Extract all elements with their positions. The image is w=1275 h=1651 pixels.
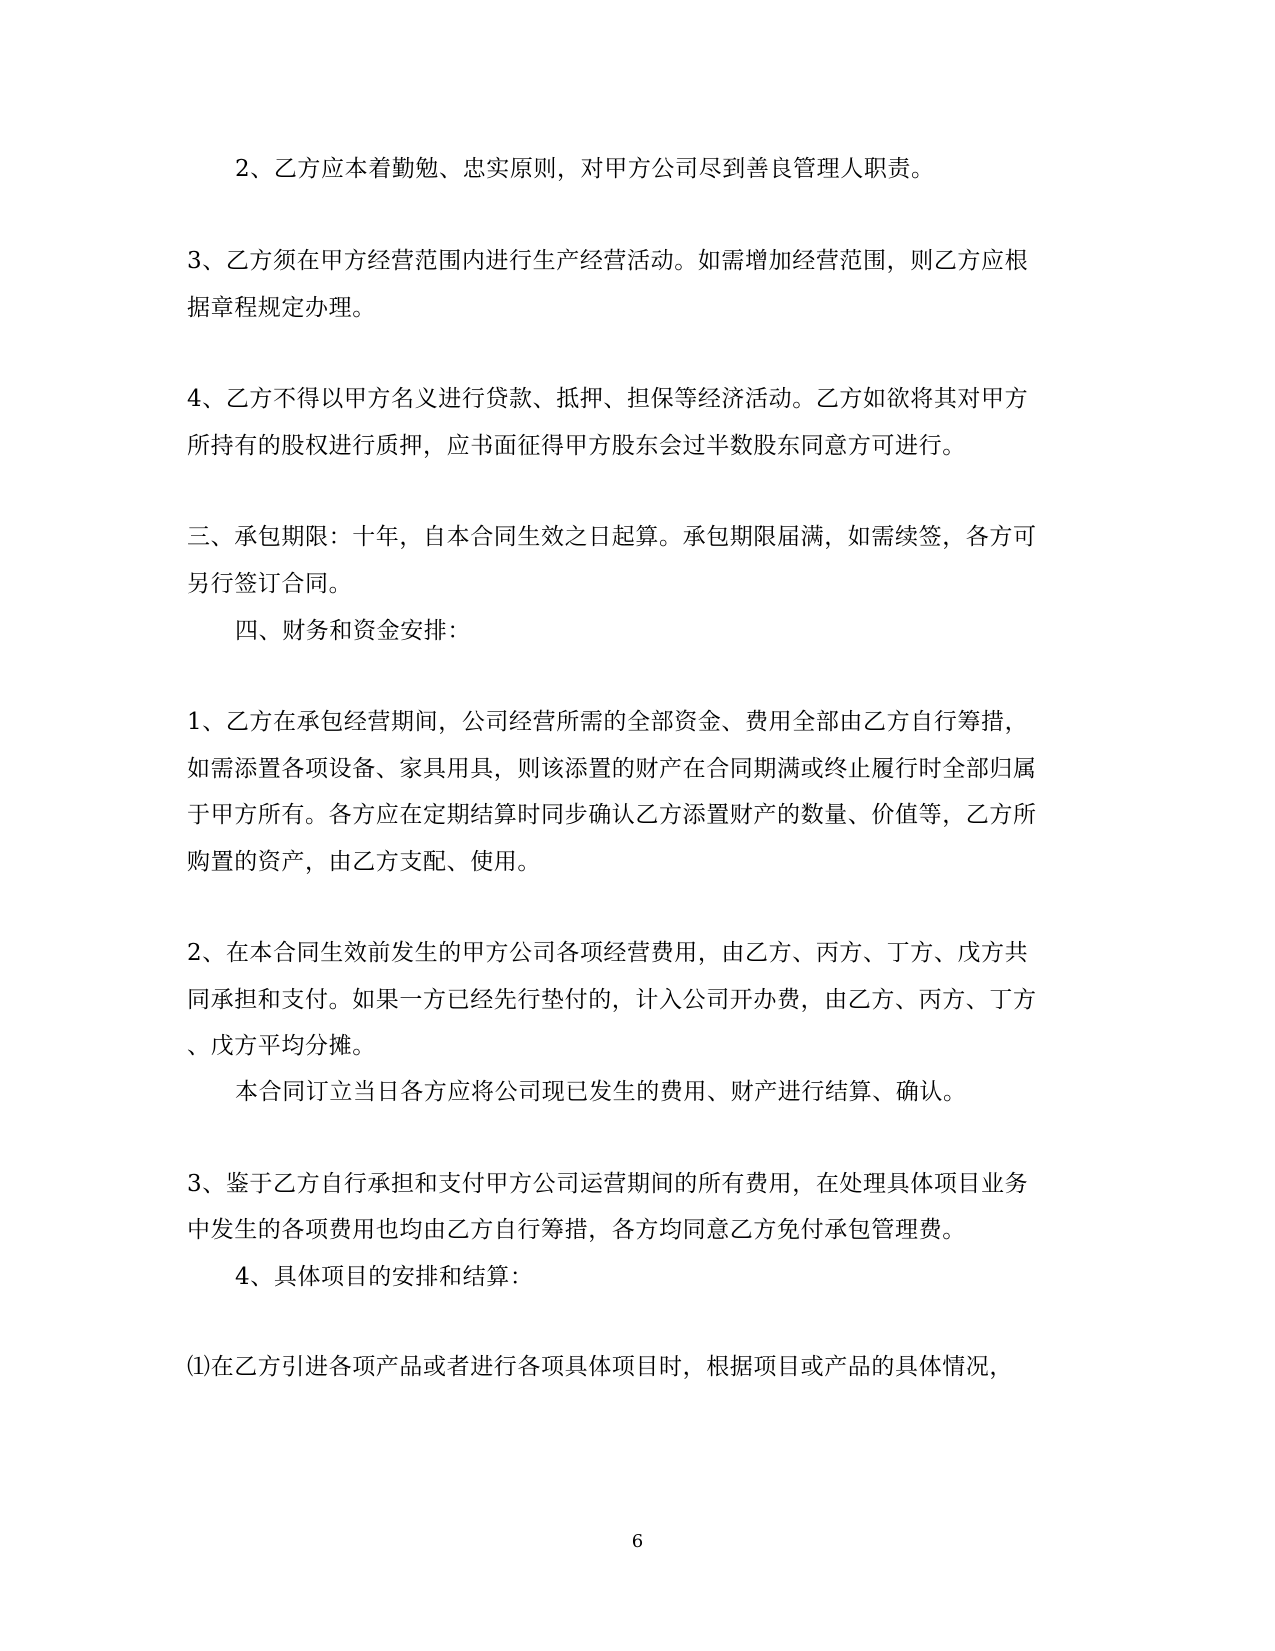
text-line: 、戊方平均分摊。 (187, 1033, 376, 1059)
text-line: 如需添置各项设备、家具用具，则该添置的财产在合同期满或终止履行时全部归属 (187, 756, 1037, 782)
text-line: 本合同订立当日各方应将公司现已发生的费用、财产进行结算、确认。 (235, 1079, 967, 1105)
text-line: 4、具体项目的安排和结算： (235, 1264, 534, 1290)
text-line: 1、乙方在承包经营期间，公司经营所需的全部资金、费用全部由乙方自行筹措， (187, 709, 1029, 735)
page-number: 6 (631, 1531, 644, 1552)
text-line: 中发生的各项费用也均由乙方自行筹措，各方均同意乙方免付承包管理费。 (187, 1217, 966, 1243)
text-line: 四、财务和资金安排： (235, 618, 471, 644)
text-line: 另行签订合同。 (187, 571, 353, 597)
text-line: ⑴在乙方引进各项产品或者进行各项具体项目时，根据项目或产品的具体情况， (187, 1354, 1013, 1380)
text-line: 购置的资产，由乙方支配、使用。 (187, 849, 541, 875)
text-line: 3、乙方须在甲方经营范围内进行生产经营活动。如需增加经营范围，则乙方应根 (187, 248, 1029, 274)
text-line: 3、鉴于乙方自行承担和支付甲方公司运营期间的所有费用，在处理具体项目业务 (187, 1171, 1029, 1197)
text-line: 2、在本合同生效前发生的甲方公司各项经营费用，由乙方、丙方、丁方、戊方共 (187, 940, 1029, 966)
text-line: 据章程规定办理。 (187, 295, 376, 321)
text-line: 所持有的股权进行质押，应书面征得甲方股东会过半数股东同意方可进行。 (187, 433, 966, 459)
text-line: 于甲方所有。各方应在定期结算时同步确认乙方添置财产的数量、价值等，乙方所 (187, 802, 1037, 828)
text-line: 2、乙方应本着勤勉、忠实原则，对甲方公司尽到善良管理人职责。 (235, 156, 935, 182)
text-line: 同承担和支付。如果一方已经先行垫付的，计入公司开办费，由乙方、丙方、丁方 (187, 987, 1037, 1013)
text-line: 4、乙方不得以甲方名义进行贷款、抵押、担保等经济活动。乙方如欲将其对甲方 (187, 386, 1029, 412)
text-line: 三、承包期限：十年，自本合同生效之日起算。承包期限届满，如需续签，各方可 (187, 524, 1037, 550)
